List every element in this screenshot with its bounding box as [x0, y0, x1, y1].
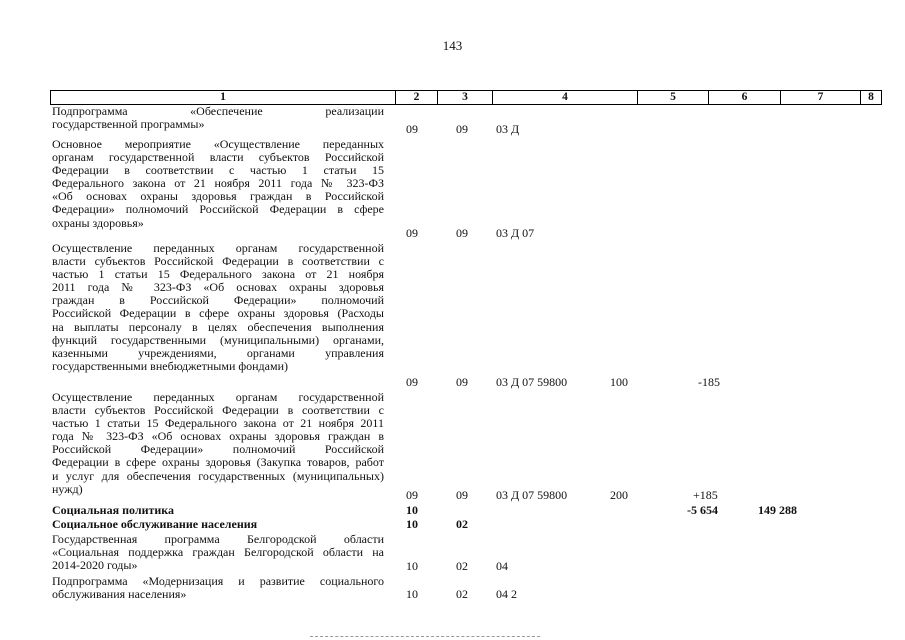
cell-col-3: 09	[456, 375, 468, 389]
table-row-description: Социальное обслуживание населения	[52, 517, 258, 531]
table-row-description: Основное мероприятие «Осуществление переданных органам государственной власти субъектов Российской Федерации в соответствии с частью 1 статьи 15 Федерального закона от 21 ноября 2011 года № 323-ФЗ «Об основах охраны здоровья граждан в Российской Федерации» полномочий Российской Федерации в сфере охраны здоровья»	[52, 137, 384, 230]
cell-col-7: 149 288	[758, 503, 797, 517]
header-col-2: 2	[396, 91, 438, 104]
page-bottom-rule	[310, 636, 540, 637]
cell-col-3: 02	[456, 559, 468, 573]
cell-col-6: -5 654	[687, 503, 718, 517]
table-row-description: Государственная программа Белгородской области «Социальная поддержка граждан Белгородской области на 2014-2020 годы»	[52, 532, 384, 573]
header-col-4: 4	[493, 91, 638, 104]
cell-col-4: 03 Д 07 59800	[496, 375, 568, 389]
table-row-description: Осуществление переданных органам государственной власти субъектов Российской Федерации в соответствии с частью 1 статьи 15 Федерального закона от 21 ноября 2011 года № 323-ФЗ «Об основах охраны здоровья граждан в Российской Федерации» полномочий Российской Федерации в сфере охраны здоровья (Закупка товаров, работ и услуг для обеспечения государственных (муниципальных) нужд)	[52, 390, 384, 496]
cell-col-2: 09	[406, 122, 418, 136]
cell-col-4: 04 2	[496, 587, 517, 601]
cell-col-5: 200	[610, 488, 628, 502]
table-row-description: Социальная политика	[52, 503, 175, 517]
cell-col-3: 02	[456, 587, 468, 601]
header-col-8: 8	[868, 91, 874, 103]
cell-col-2: 09	[406, 375, 418, 389]
cell-col-2: 10	[406, 587, 418, 601]
header-col-7: 7	[781, 91, 861, 104]
cell-col-6: -185	[698, 375, 720, 389]
cell-col-3: 09	[456, 488, 468, 502]
cell-col-2: 10	[406, 517, 418, 531]
header-col-3: 3	[438, 91, 493, 104]
cell-col-4: 03 Д 07	[496, 226, 535, 240]
header-col-6: 6	[709, 91, 781, 104]
table-row-description: Осуществление переданных органам государственной власти субъектов Российской Федерации в соответствии с частью 1 статьи 15 Федерального закона от 21 ноября 2011 года № 323-ФЗ «Об основах охраны здоровья граждан в Российской Федерации» полномочий Российской Федерации в сфере охраны здоровья (Расходы на выплаты персоналу в целях обеспечения выполнения функций государственными (муниципальными) органами, казенными учреждениями, органами управления государственными внебюджетными фондами)	[52, 241, 384, 373]
cell-col-3: 09	[456, 122, 468, 136]
cell-col-6: +185	[693, 488, 718, 502]
header-col-1: 1	[51, 91, 396, 104]
table-header	[50, 90, 882, 105]
cell-col-2: 10	[406, 503, 418, 517]
cell-col-4: 03 Д	[496, 122, 520, 136]
cell-col-2: 09	[406, 226, 418, 240]
table-row-description: Подпрограмма «Модернизация и развитие социального обслуживания населения»	[52, 574, 384, 602]
table-row-description: Подпрограмма «Обеспечение реализации государственной программы»	[52, 104, 384, 132]
cell-col-2: 10	[406, 559, 418, 573]
cell-col-3: 02	[456, 517, 468, 531]
page-number: 143	[442, 38, 463, 53]
cell-col-4: 03 Д 07 59800	[496, 488, 568, 502]
cell-col-4: 04	[496, 559, 508, 573]
cell-col-2: 09	[406, 488, 418, 502]
cell-col-5: 100	[610, 375, 628, 389]
cell-col-3: 09	[456, 226, 468, 240]
header-col-5: 5	[638, 91, 709, 104]
